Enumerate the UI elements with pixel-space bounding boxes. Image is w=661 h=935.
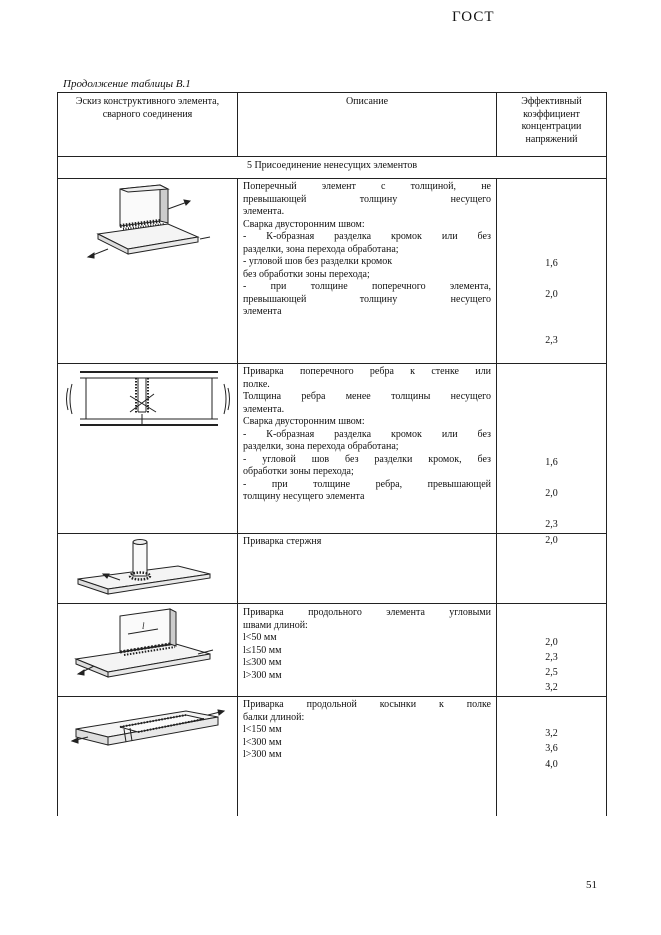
description-cell — [238, 364, 497, 534]
coefficient-value: 4,0 — [545, 759, 558, 770]
stress-concentration-table — [57, 92, 607, 816]
coefficient-value: 2,3 — [545, 335, 558, 346]
description-line: Приварка продольного элемента угловыми — [243, 607, 491, 618]
table-row — [58, 534, 607, 604]
description-line: - при толщине поперечного элемента, — [243, 281, 491, 292]
coefficient-value: 1,6 — [545, 258, 558, 269]
gusset-plate-sketch-icon — [58, 697, 238, 816]
table-row — [58, 604, 607, 697]
coefficient-cell — [497, 179, 607, 364]
coefficient-value: 2,0 — [545, 637, 558, 648]
description-line: превышающей толщину несущего — [243, 193, 491, 205]
coefficient-value: 2,3 — [545, 652, 558, 663]
transverse-attachment-sketch-icon — [58, 179, 238, 364]
stud-weld-sketch-icon — [58, 534, 238, 604]
description-line: l≤150 мм — [243, 644, 282, 656]
description-cell — [238, 179, 497, 364]
table-row — [58, 697, 607, 816]
table-continuation-label: Продолжение таблицы В.1 — [63, 78, 191, 90]
coefficient-value: 3,6 — [545, 743, 558, 754]
coefficient-value: 2,0 — [545, 488, 558, 499]
description-line: l<50 мм — [243, 632, 277, 643]
description-line: - К-образная разделка кромок или без — [243, 428, 491, 440]
table-row — [58, 364, 607, 534]
description-cell — [238, 534, 497, 604]
coefficient-value: 2,0 — [545, 289, 558, 300]
column-header-sketch: Эскиз конструктивного элемента, сварного соединения — [58, 93, 238, 157]
section-title: 5 Присоединение ненесущих элементов — [58, 157, 607, 179]
description-cell — [238, 697, 497, 816]
description-line: - при толщине ребра, превышающей — [243, 478, 491, 490]
column-header-description: Описание — [238, 93, 497, 157]
coefficient-value: 2,3 — [545, 519, 558, 530]
document-title: ГОСТ — [452, 9, 495, 25]
description-line: l>300 мм — [243, 669, 282, 681]
description-line: Поперечный элемент с толщиной, не — [243, 181, 491, 192]
svg-text:l: l — [142, 621, 145, 631]
description-line: разделки, зона перехода обработана; — [243, 441, 399, 452]
coefficient-value: 3,2 — [545, 728, 558, 739]
sketch-cell — [58, 604, 238, 697]
coefficient-value: 3,2 — [545, 682, 558, 693]
table-row — [58, 179, 607, 364]
description-cell — [238, 604, 497, 697]
coefficient-value: 2,0 — [545, 535, 558, 546]
description-line: l<300 мм — [243, 736, 282, 748]
transverse-rib-sketch-icon — [58, 364, 238, 534]
description-line: элемента — [243, 306, 282, 317]
coefficient-cell — [497, 364, 607, 534]
description-line: без обработки зоны перехода; — [243, 268, 370, 280]
column-header-coefficient: Эффективный коэффициент концентрации напряжений — [497, 93, 607, 157]
description-line: Приварка стержня — [243, 536, 322, 547]
description-line: Приварка поперечного ребра к стенке или — [243, 366, 491, 377]
description-line: l>300 мм — [243, 749, 282, 760]
sketch-cell — [58, 697, 238, 816]
coefficient-cell — [497, 604, 607, 697]
description-line: элемента. — [243, 403, 285, 415]
description-line: - К-образная разделка кромок или без — [243, 231, 491, 242]
description-line: швами длиной: — [243, 619, 308, 631]
page-number: 51 — [586, 879, 597, 891]
description-line: полке. — [243, 378, 270, 390]
description-line: Толщина ребра менее толщины несущего — [243, 391, 491, 402]
description-line: Сварка двусторонним швом: — [243, 218, 365, 230]
section-row — [58, 157, 607, 179]
description-line: Сварка двусторонним швом: — [243, 416, 365, 427]
coefficient-value: 1,6 — [545, 457, 558, 468]
description-line: толщину несущего элемента — [243, 491, 365, 502]
coefficient-value: 2,5 — [545, 667, 558, 678]
coefficient-cell — [497, 697, 607, 816]
description-line: Приварка продольной косынки к полке — [243, 699, 491, 710]
description-line: превышающей толщину несущего — [243, 293, 491, 305]
sketch-cell — [58, 364, 238, 534]
description-line: балки длиной: — [243, 711, 305, 723]
description-line: - угловой шов без разделки кромок — [243, 256, 393, 267]
description-line: l<150 мм — [243, 724, 282, 735]
sketch-cell — [58, 534, 238, 604]
description-line: элемента. — [243, 206, 285, 217]
description-line: - угловой шов без разделки кромок, без — [243, 453, 491, 465]
table-header-row — [58, 93, 607, 157]
description-line: разделки, зона перехода обработана; — [243, 243, 399, 255]
description-line: l≤300 мм — [243, 657, 282, 668]
coefficient-cell — [497, 534, 607, 604]
description-line: обработки зоны перехода; — [243, 466, 354, 477]
sketch-cell — [58, 179, 238, 364]
longitudinal-attachment-sketch-icon — [58, 604, 238, 697]
